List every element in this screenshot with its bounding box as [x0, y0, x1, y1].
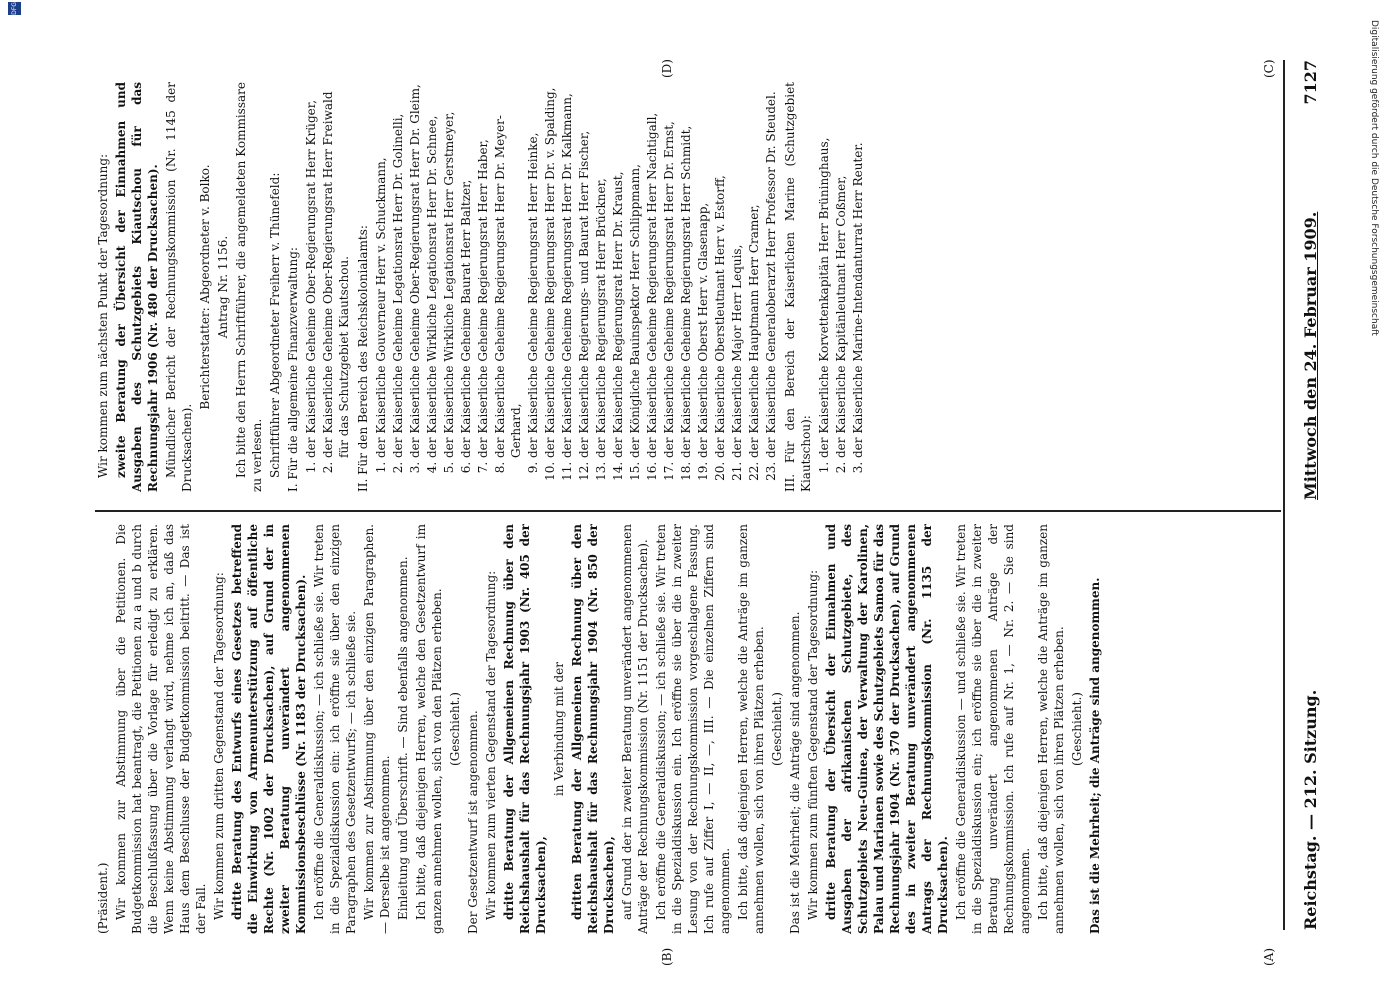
paragraph: Wir kommen zum fünften Gegenstand der Tagesordnung: — [806, 569, 820, 920]
margin-mark-b: (B) — [660, 947, 674, 966]
commissioner-entry: 11. der Kaiserliche Geheime Regierungsrat Herr Dr. Kalkmann, — [559, 82, 575, 458]
header-rule — [1283, 60, 1285, 930]
funding-note-text: Digitalisierung gefördert durch die Deutsche Forschungsgemeinschaft — [1369, 20, 1379, 336]
paragraph: Wir kommen zur Abstimmung über die Petitionen. Die Budgetkommission hat beantragt, die Petitionen zu a und b durch die Beschlußfassung über die Vorlage für erledigt zu erklären. Wenn keine Abstimmung verlangt wird, nehme ich an, daß das Haus dem Beschlusse der Budgetkommission beitritt. — Das ist der Fall. — [114, 524, 208, 934]
commissioner-entry: 7. der Kaiserliche Geheime Regierungsrat Herr Haber, — [475, 82, 491, 458]
paragraph: Wir kommen zum dritten Gegenstand der Tagesordnung: — [212, 572, 226, 920]
commissioner-entry: 1. der Kaiserliche Gouverneur Herr v. Schuckmann, — [373, 82, 389, 458]
commissioner-entry: 21. der Kaiserliche Major Herr Lequis, — [729, 82, 745, 458]
commissioner-entry: 20. der Kaiserliche Oberstleutnant Herr v. Estorff, — [712, 82, 728, 458]
agenda-item: dritte Beratung der Übersicht der Einnahmen und Ausgaben der afrikanischen Schutzgebiete, des Schutzgebiets Neu-Guinea, der Verwaltung der Karolinen, Palau und Marianen sowie des Schutzgebiets Samoa für das Rechnungsjahr 1904 (Nr. 370 der Drucksachen), auf Grund des in zweiter Beratung unverändert angenommenen Antrags der Rechnungskommission (Nr. 1135 der Drucksachen). — [824, 524, 950, 934]
page-header — [1293, 60, 1327, 930]
paragraph: Ich eröffne die Generaldiskussion — und schließe sie. Wir treten in die Spezialdiskussion ein; ich eröffne sie über die in zweiter Beratung unverändert angenommenen Anträge der Rechnungskommission. Ich rufe auf Nr. 1, — Nr. 2. — Sie sind angenommen. — [954, 524, 1032, 934]
paragraph: Ich bitte den Herrn Schriftführer, die angemeldeten Kommissare zu verlesen. — [234, 82, 264, 492]
paragraph: Ich bitte, daß diejenigen Herren, welche den Gesetzentwurf im ganzen annehmen wollen, sich von den Plätzen erheben. — [414, 524, 444, 934]
commissioner-entry: 16. der Kaiserliche Geheime Regierungsrat Herr Nachtigall, — [644, 82, 660, 458]
paragraph: Einleitung und Überschrift. — Sind ebenfalls angenommen. — [396, 556, 410, 920]
paragraph: Das ist die Mehrheit; die Anträge sind angenommen. — [788, 611, 802, 934]
commissioner-entry: 18. der Kaiserliche Geheime Regierungsrat Herr Schmidt, — [678, 82, 694, 458]
funding-note — [1365, 20, 1379, 980]
stage-note: (Geschieht.) — [770, 692, 784, 766]
commissioner-entry: 2. der Kaiserliche Geheime Legationsrat Herr Dr. Golinelli, — [390, 82, 406, 458]
commissioner-entry: 5. der Kaiserliche Wirkliche Legationsrat Herr Gerstmeyer, — [441, 82, 457, 458]
commissioner-entry: 2. der Kaiserliche Kapitänleutnant Herr Coßmer, — [833, 82, 849, 458]
paragraph: Ich bitte, daß diejenigen Herren, welche die Anträge im ganzen annehmen wollen, sich von ihren Plätzen erheben. — [736, 524, 766, 934]
paragraph: Ich eröffne die Generaldiskussion; — ich schließe sie. Wir treten in die Spezialdiskussion ein: ich eröffne sie über den einzigen Paragraphen des Gesetzentwurfs; — ich schließe sie. — [312, 524, 358, 934]
commissioner-entry: 6. der Kaiserliche Geheime Baurat Herr Baltzer, — [458, 82, 474, 458]
commissioner-list — [373, 82, 779, 492]
commissioner-list — [303, 82, 352, 492]
commissioner-list — [816, 82, 866, 492]
section-heading: I. Für die allgemeine Finanzverwaltung: — [286, 247, 300, 492]
paragraph: in Verbindung mit der — [552, 661, 566, 797]
paragraph: auf Grund der in zweiter Beratung unverändert angenommenen Anträge der Rechnungskommission (Nr. 1151 der Drucksachen). — [620, 524, 650, 934]
commissioner-entry: 13. der Kaiserliche Regierungsrat Herr Brückner, — [593, 82, 609, 458]
header-date: Mittwoch den 24. Februar 1909. — [1301, 211, 1320, 500]
column-divider — [95, 510, 1281, 512]
agenda-item: dritte Beratung des Entwurfs eines Gesetzes betreffend die Einwirkung von Armenunterstützung auf öffentliche Rechte (Nr. 1002 der Drucksachen), auf Grund der in zweiter Beratung unverändert angenommenen Kommissionsbeschlüsse (Nr. 1183 der Drucksachen). — [230, 524, 308, 934]
right-column — [95, 82, 1281, 492]
agenda-item: dritten Beratung der Allgemeinen Rechnung über den Reichshaushalt für das Rechnungsjahr 1904 (Nr. 850 der Drucksachen), — [570, 524, 616, 934]
header-title: Reichstag. — 212. Sitzung. — [1301, 689, 1320, 930]
commissioner-entry: 9. der Kaiserliche Geheime Regierungsrat Herr Heinke, — [525, 82, 541, 458]
commissioner-entry: 3. der Kaiserliche Geheime Ober-Regierungsrat Herr Dr. Gleim, — [407, 82, 423, 458]
paragraph: Wir kommen zum vierten Gegenstand der Tagesordnung: — [484, 570, 498, 920]
section-heading: II. Für den Bereich des Reichskolonialamts: — [356, 225, 370, 492]
margin-mark-c: (C) — [1262, 59, 1276, 78]
rapporteur: Berichterstatter: Abgeordneter v. Bolko. — [198, 164, 212, 410]
commissioner-entry: 3. der Kaiserliche Marine-Intendanturrat Herr Reuter. — [850, 82, 866, 458]
commissioner-entry: 8. der Kaiserliche Geheime Regierungsrat Herr Dr. Meyer-Gerhard, — [492, 82, 524, 458]
speaker-label: (Präsident.) — [96, 862, 110, 934]
commissioner-entry: 1. der Kaiserliche Geheime Ober-Regierungsrat Herr Krüger, — [303, 82, 319, 458]
agenda-item: dritte Beratung der Allgemeinen Rechnung über den Reichshaushalt für das Rechnungsjahr 1903 (Nr. 405 der Drucksachen), — [502, 524, 548, 934]
page-number: 7127 — [1301, 60, 1320, 105]
paragraph: Mündlicher Bericht der Rechnungskommission (Nr. 1145 der Drucksachen). — [164, 82, 194, 492]
commissioner-entry: 4. der Kaiserliche Wirkliche Legationsrat Herr Dr. Schnee, — [424, 82, 440, 458]
left-column — [95, 524, 1281, 934]
commissioner-entry: 2. der Kaiserliche Geheime Ober-Regierungsrat Herr Freiwald für das Schutzgebiet Kiautschou. — [320, 82, 352, 458]
margin-mark-d: (D) — [660, 59, 674, 78]
commissioner-entry: 12. der Kaiserliche Regierungs- und Baurat Herr Fischer, — [576, 82, 592, 458]
commissioner-entry: 10. der Kaiserliche Geheime Regierungsrat Herr Dr. v. Spalding, — [542, 82, 558, 458]
commissioner-entry: 1. der Kaiserliche Korvettenkapitän Herr Brüninghaus, — [816, 82, 832, 458]
commissioner-entry: 23. der Kaiserliche Generaloberarzt Herr Professor Dr. Steudel. — [763, 82, 779, 458]
paragraph: Ich bitte, daß diejenigen Herren, welche die Anträge im ganzen annehmen wollen, sich von ihren Plätzen erheben. — [1036, 524, 1066, 934]
speaker-label: Schriftführer Abgeordneter Freiherr v. Thünefeld: — [268, 172, 282, 478]
motion-number: Antrag Nr. 1156. — [216, 235, 230, 339]
section-heading: III. Für den Bereich der Kaiserlichen Marine (Schutzgebiet Kiautschou): — [783, 82, 813, 492]
commissioner-entry: 22. der Kaiserliche Hauptmann Herr Cramer, — [746, 82, 762, 458]
dfg-logo-icon: DFG — [8, 2, 21, 15]
paragraph: Wir kommen zum nächsten Punkt der Tagesordnung: — [96, 153, 110, 478]
stage-note: (Geschieht.) — [448, 692, 462, 766]
stage-note: (Geschieht.) — [1070, 692, 1084, 766]
paragraph: Der Gesetzentwurf ist angenommen. — [466, 710, 480, 934]
paragraph: Ich eröffne die Generaldiskussion; — ich schließe sie. Wir treten in die Spezialdiskussion ein. Ich eröffne sie über die in zweiter Lesung von der Rechnungskommission vorgeschlagene Fassung. Ich rufe auf Ziffer I, — II, —, III. — Die einzelnen Ziffern sind angenommen. — [654, 524, 732, 934]
paragraph: Wir kommen zur Abstimmung über den einzigen Paragraphen. — Derselbe ist angenommen. — [362, 524, 392, 934]
commissioner-entry: 19. der Kaiserliche Oberst Herr v. Glasenapp, — [695, 82, 711, 458]
commissioner-entry: 14. der Kaiserliche Regierungsrat Herr Dr. Kraust, — [610, 82, 626, 458]
agenda-item: zweite Beratung der Übersicht der Einnahmen und Ausgaben des Schutzgebiets Kiautschou für das Rechnungsjahr 1906 (Nr. 480 der Drucksachen). — [114, 82, 160, 492]
commissioner-entry: 15. der Königliche Bauinspektor Herr Schlippmann, — [627, 82, 643, 458]
paragraph: Das ist die Mehrheit; die Anträge sind angenommen. — [1088, 577, 1102, 934]
commissioner-entry: 17. der Kaiserliche Geheime Regierungsrat Herr Dr. Ernst, — [661, 82, 677, 458]
margin-mark-a: (A) — [1262, 947, 1276, 966]
